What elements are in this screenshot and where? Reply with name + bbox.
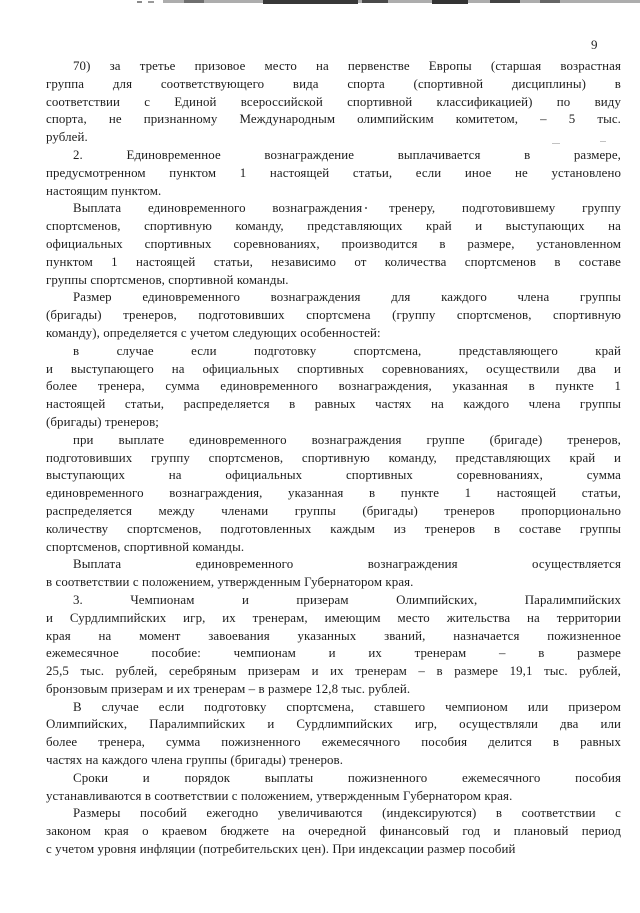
paragraph bbox=[46, 147, 621, 200]
text-line: бронзовым призерам и их тренерам – в размере 12,8 тыс. рублей. bbox=[46, 681, 411, 696]
text-line: пунктом 1 настоящей статьи, независимо от количества спортсменов в составе bbox=[46, 254, 621, 269]
scan-artifact-dash bbox=[184, 0, 204, 3]
paragraph bbox=[46, 556, 621, 592]
text-line: подготовивших группу спортсменов, спортивную команду, представляющих край и bbox=[46, 450, 621, 465]
text-line: 3. Чемпионам и призерам Олимпийских, Паралимпийских bbox=[73, 592, 621, 607]
text-line: Выплата единовременного вознаграждения осуществляется bbox=[73, 557, 621, 572]
text-line: более тренера, сумма пожизненного ежемесячного пособия делится в равных bbox=[46, 735, 621, 750]
text-line: спортсменов, спортивную команду, представляющих край и выступающих на bbox=[46, 219, 621, 234]
scan-artifact-speck bbox=[148, 1, 154, 3]
text-line: в соответствии с положением, утвержденным Губернатором края. bbox=[46, 575, 414, 590]
text-line: спортсменов, спортивной команды. bbox=[46, 539, 245, 554]
text-line: 25,5 тыс. рублей, серебряным призерам и их тренерам – в размере 19,1 тыс. рублей, bbox=[46, 664, 621, 679]
paragraph bbox=[46, 343, 621, 432]
scan-artifact-dark-segment bbox=[490, 0, 520, 3]
page-number: 9 bbox=[591, 37, 598, 52]
text-line: настоящим пунктом. bbox=[46, 183, 162, 198]
scan-artifact-dark-segment bbox=[263, 0, 358, 4]
text-line: соответствии с Единой всероссийской спортивной классификацией) по виду bbox=[46, 94, 621, 109]
text-line: в случае если подготовку спортсмена, представляющего край bbox=[73, 343, 621, 358]
text-line: (бригады) тренеров, подготовивших спортсмена (группу спортсменов, спортивную bbox=[46, 308, 621, 323]
text-line: при выплате единовременного вознаграждения группе (бригаде) тренеров, bbox=[73, 432, 621, 447]
document-body bbox=[46, 58, 621, 859]
text-line: единовременного вознаграждения, указанная в пункте 1 настоящей статьи, bbox=[46, 486, 621, 501]
text-line: Сроки и порядок выплаты пожизненного ежемесячного пособия bbox=[73, 770, 621, 785]
text-line: Размер единовременного вознаграждения для каждого члена группы bbox=[73, 290, 621, 305]
text-line: с учетом уровня инфляции (потребительских цен). При индексации размер пособий bbox=[46, 842, 516, 857]
paragraph bbox=[46, 592, 621, 699]
paragraph bbox=[46, 200, 621, 289]
paragraph bbox=[46, 58, 621, 147]
paragraph bbox=[46, 805, 621, 858]
scan-artifact-dark-segment bbox=[432, 0, 468, 4]
text-line: группы спортсменов, спортивной команды. bbox=[46, 272, 289, 287]
text-line: 70) за третье призовое место на первенстве Европы (старшая возрастная bbox=[73, 59, 621, 73]
text-line: Олимпийских, Паралимпийских и Сурдлимпийских игр, осуществляли два или bbox=[46, 717, 621, 732]
text-line: выступающих на официальных спортивных соревнованиях, сумма bbox=[46, 468, 621, 483]
paragraph bbox=[46, 432, 621, 557]
text-line: количеству спортсменов, подготовленных каждым из тренеров в составе группы bbox=[46, 521, 621, 536]
text-line: группа для соответствующего вида спорта (спортивной дисциплины) в bbox=[46, 76, 621, 91]
text-line: официальных спортивных соревнованиях, производится в размере, установленном bbox=[46, 236, 621, 251]
text-line: более тренера, сумма единовременного вознаграждения, указанная в пункте 1 bbox=[46, 379, 621, 394]
paragraph bbox=[46, 289, 621, 342]
text-line: Размеры пособий ежегодно увеличиваются (индексируются) в соответствии с bbox=[73, 806, 621, 821]
text-line: частях на каждого члена группы (бригады) тренеров. bbox=[46, 753, 344, 768]
text-line: ежемесячное пособие: чемпионам и их тренерам – в размере bbox=[46, 646, 621, 661]
text-line: (бригады) тренеров; bbox=[46, 414, 159, 429]
scan-artifact-speck bbox=[137, 1, 142, 3]
text-line: предусмотренном пунктом 1 настоящей статьи, если иное не установлено bbox=[46, 165, 621, 180]
text-line: распределяется между членами группы (бригады) тренеров пропорционально bbox=[46, 503, 621, 518]
text-line: спорта, не признанному Международным олимпийским комитетом, – 5 тыс. bbox=[46, 112, 621, 127]
text-line: устанавливаются в соответствии с положением, утвержденным Губернатором края. bbox=[46, 788, 513, 803]
scan-artifact-dark-segment bbox=[362, 0, 388, 3]
text-line: Выплата единовременного вознаграждения тренеру, подготовившему группу bbox=[73, 201, 621, 216]
text-line: В случае если подготовку спортсмена, ставшего чемпионом или призером bbox=[73, 699, 621, 714]
text-line: 2. Единовременное вознаграждение выплачивается в размере, bbox=[73, 147, 621, 162]
paragraph bbox=[46, 699, 621, 770]
scan-artifact-dark-segment bbox=[540, 0, 560, 3]
text-line: рублей. bbox=[46, 130, 88, 145]
text-line: команду), определяется с учетом следующих особенностей: bbox=[46, 325, 381, 340]
text-line: и выступающего на официальных спортивных соревнованиях, осуществили два и bbox=[46, 361, 621, 376]
text-line: и Сурдлимпийских игр, их тренерам, имеющим место жительства на территории bbox=[46, 610, 621, 625]
paragraph bbox=[46, 770, 621, 806]
text-line: законом края о краевом бюджете на очередной финансовый год и плановый период bbox=[46, 824, 621, 839]
scan-artifact-top-band bbox=[163, 0, 640, 3]
text-line: края на момент завоевания указанных званий, назначается пожизненное bbox=[46, 628, 621, 643]
text-line: настоящей статьи, распределяется в равных частях на каждого члена группы bbox=[46, 397, 621, 412]
